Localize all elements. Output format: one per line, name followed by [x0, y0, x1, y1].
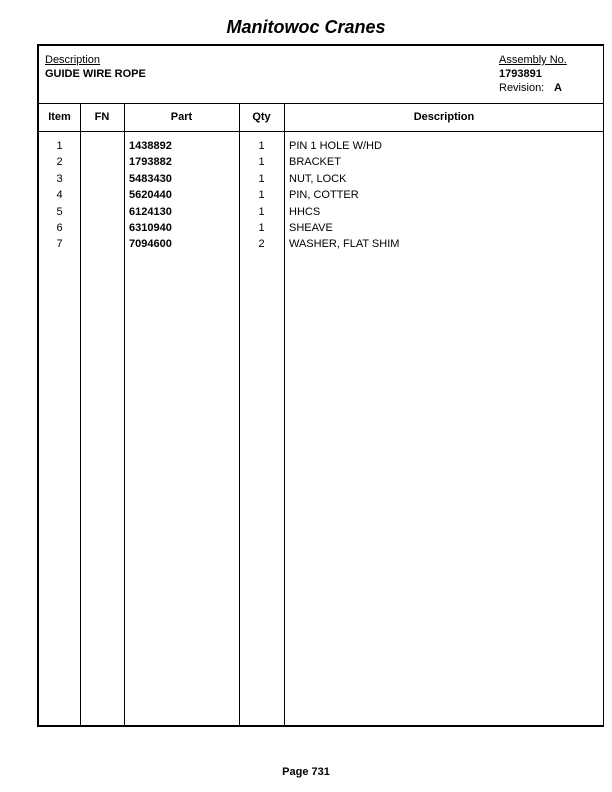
- assembly-description: GUIDE WIRE ROPE: [45, 68, 146, 80]
- assembly-header: [39, 46, 603, 104]
- table-row: [39, 171, 603, 187]
- table-row: [39, 204, 603, 220]
- table-row: [39, 138, 603, 154]
- quantity: 1: [258, 172, 265, 185]
- part-description: SHEAVE: [289, 221, 333, 234]
- part-description: PIN 1 HOLE W/HD: [289, 140, 382, 152]
- column-header-fn: FN: [94, 111, 110, 123]
- column-header-description: Description: [413, 111, 475, 123]
- description-label: Description: [45, 54, 101, 66]
- quantity: 1: [258, 189, 265, 202]
- part-number: 5483430: [129, 172, 172, 185]
- part-number: 6310940: [129, 221, 172, 234]
- table-row: [39, 187, 603, 203]
- table-row: [39, 154, 603, 170]
- page-number: Page 731: [282, 766, 330, 778]
- parts-list-frame: [37, 44, 604, 727]
- item-number: 2: [56, 156, 63, 169]
- part-number: 7094600: [129, 238, 172, 251]
- column-header-part: Part: [170, 111, 193, 123]
- quantity: 1: [258, 140, 265, 152]
- part-description: NUT, LOCK: [289, 172, 347, 185]
- quantity: 1: [258, 205, 265, 218]
- item-number: 1: [56, 140, 63, 152]
- parts-table-body: [39, 138, 603, 253]
- assembly-number: 1793891: [499, 68, 542, 80]
- revision-value: A: [554, 82, 562, 94]
- item-number: 5: [56, 205, 63, 218]
- quantity: 1: [258, 156, 265, 169]
- quantity: 2: [258, 238, 265, 251]
- item-number: 6: [56, 221, 63, 234]
- item-number: 3: [56, 172, 63, 185]
- quantity: 1: [258, 221, 265, 234]
- revision-label: Revision:: [499, 82, 545, 94]
- column-header-qty: Qty: [252, 111, 271, 123]
- part-description: WASHER, FLAT SHIM: [289, 238, 400, 251]
- part-description: BRACKET: [289, 156, 341, 169]
- part-number: 6124130: [129, 205, 172, 218]
- part-number: 1793882: [129, 156, 172, 169]
- part-number: 5620440: [129, 189, 172, 202]
- assembly-number-label: Assembly No.: [499, 54, 567, 66]
- item-number: 4: [56, 189, 63, 202]
- item-number: 7: [56, 238, 63, 251]
- table-row: [39, 236, 603, 252]
- document-title: Manitowoc Cranes: [226, 17, 386, 37]
- part-number: 1438892: [129, 140, 172, 152]
- table-row: [39, 220, 603, 236]
- part-description: PIN, COTTER: [289, 189, 359, 202]
- part-description: HHCS: [289, 205, 321, 218]
- column-header-item: Item: [48, 111, 71, 123]
